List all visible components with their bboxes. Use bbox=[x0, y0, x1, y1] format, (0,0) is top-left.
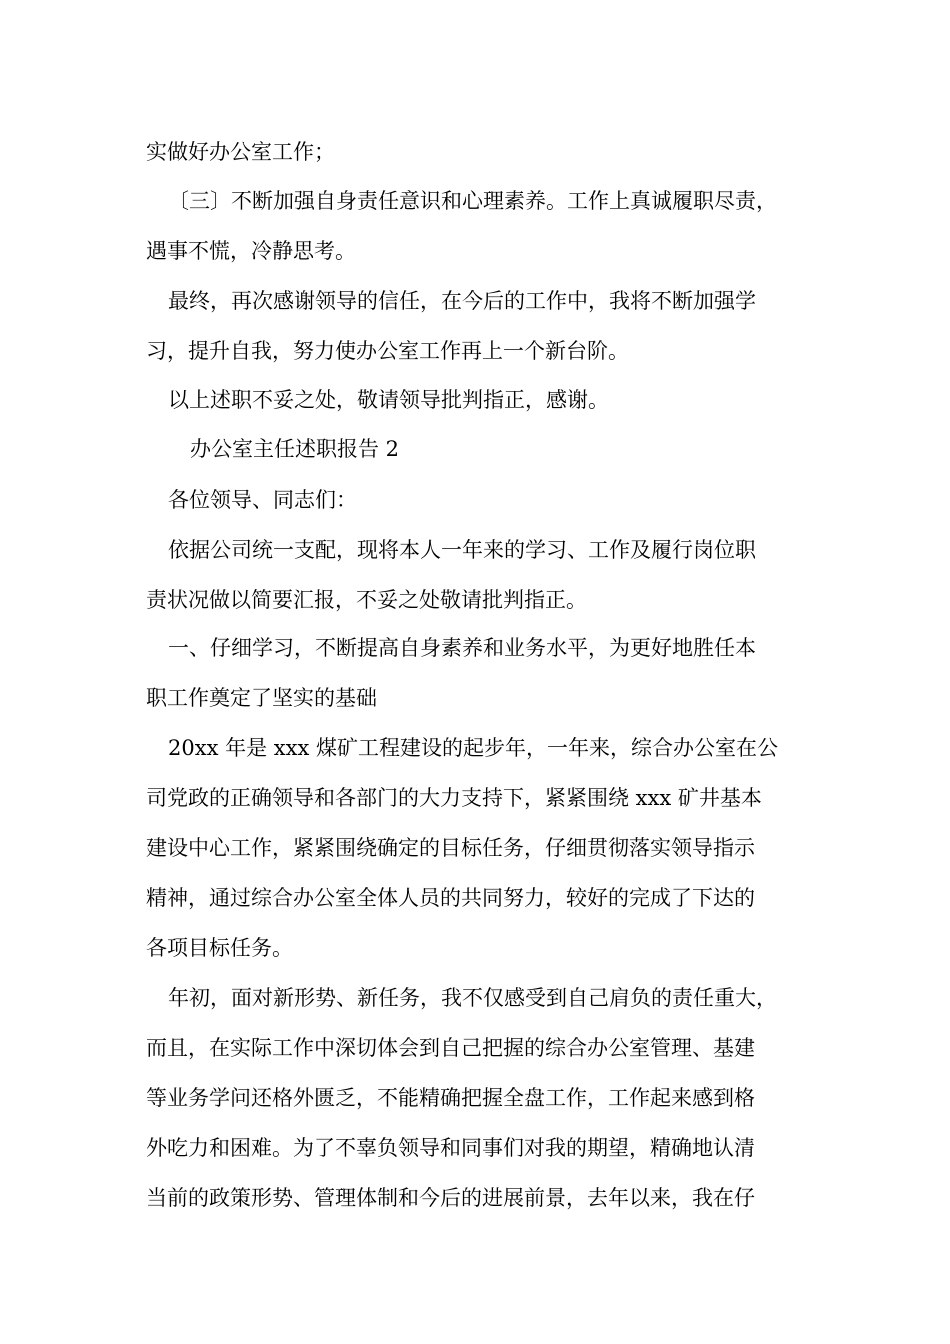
text-line-11: 一、仔细学习，不断提高自身素养和业务水平，为更好地胜任本 bbox=[168, 636, 756, 660]
text-line-14: 司党政的正确领导和各部门的大力支持下，紧紧围绕 xxx 矿井基本 bbox=[146, 786, 762, 810]
text-line-13: 20xx 年是 xxx 煤矿工程建设的起步年，一年来，综合办公室在公 bbox=[168, 736, 778, 760]
text-line-9: 依据公司统一支配，现将本人一年来的学习、工作及履行岗位职 bbox=[168, 538, 756, 562]
section-heading: 办公室主任述职报告 2 bbox=[190, 437, 400, 461]
text-line-12: 职工作奠定了坚实的基础 bbox=[146, 686, 377, 710]
text-line-15: 建设中心工作，紧紧围绕确定的目标任务，仔细贯彻落实领导指示 bbox=[146, 836, 755, 860]
text-line-22: 当前的政策形势、管理体制和今后的进展前景，去年以来，我在仔 bbox=[146, 1186, 755, 1210]
salutation: 各位领导、同志们： bbox=[168, 488, 357, 512]
text-line-2: 〔三〕不断加强自身责任意识和心理素养。工作上真诚履职尽责， bbox=[168, 189, 777, 213]
text-line-6: 以上述职不妥之处，敬请领导批判指正，感谢。 bbox=[168, 388, 609, 412]
text-line-17: 各项目标任务。 bbox=[146, 936, 293, 960]
text-line-19: 而且，在实际工作中深切体会到自己把握的综合办公室管理、基建 bbox=[146, 1036, 755, 1060]
text-line-10: 责状况做以简要汇报，不妥之处敬请批判指正。 bbox=[146, 588, 587, 612]
text-line-4: 最终，再次感谢领导的信任，在今后的工作中，我将不断加强学 bbox=[168, 289, 756, 313]
text-line-1: 实做好办公室工作； bbox=[146, 140, 335, 164]
text-line-20: 等业务学问还格外匮乏，不能精确把握全盘工作，工作起来感到格 bbox=[146, 1086, 755, 1110]
text-line-16: 精神，通过综合办公室全体人员的共同努力，较好的完成了下达的 bbox=[146, 886, 755, 910]
text-line-18: 年初，面对新形势、新任务，我不仅感受到自己肩负的责任重大， bbox=[168, 986, 777, 1010]
text-line-3: 遇事不慌，冷静思考。 bbox=[146, 239, 356, 263]
text-line-21: 外吃力和困难。为了不辜负领导和同事们对我的期望，精确地认清 bbox=[146, 1136, 755, 1160]
text-line-5: 习，提升自我，努力使办公室工作再上一个新台阶。 bbox=[146, 339, 629, 363]
